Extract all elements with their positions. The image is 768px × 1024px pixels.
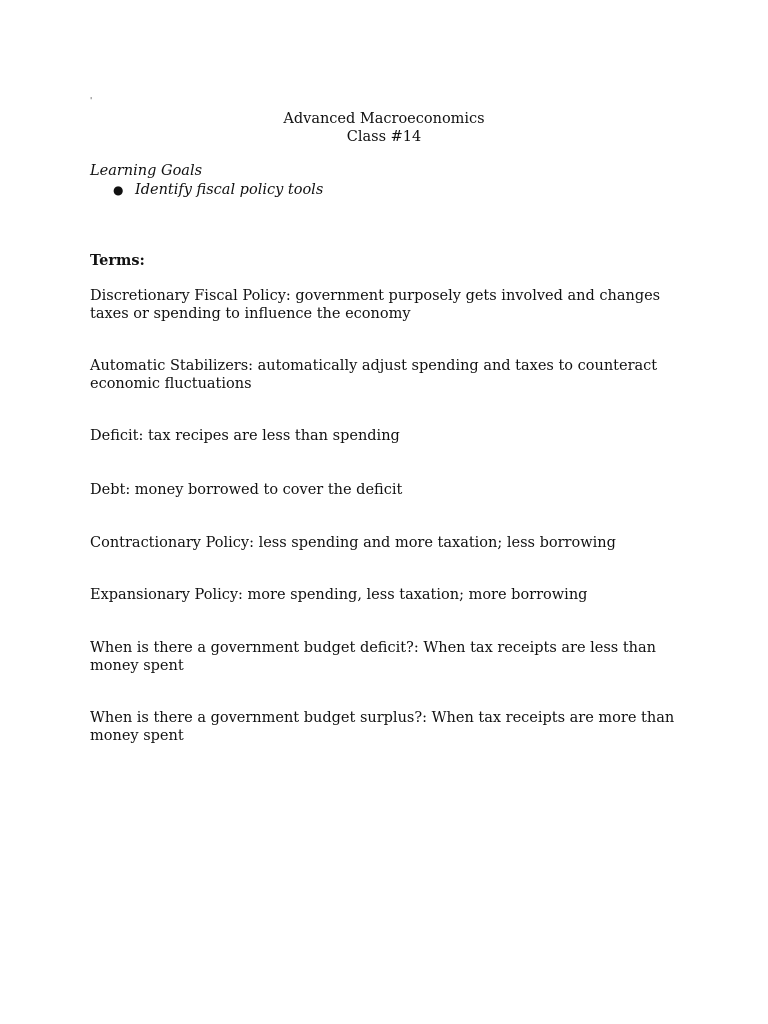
stray-mark: '	[90, 96, 93, 105]
term-contractionary-policy: Contractionary Policy: less spending and more taxation; less borrowing	[90, 535, 616, 551]
term-deficit: Deficit: tax recipes are less than spending	[90, 428, 400, 444]
learning-goal-text: Identify fiscal policy tools	[135, 182, 324, 198]
term-budget-deficit-question: When is there a government budget deficit?: When tax receipts are less than money spent	[90, 640, 656, 674]
document-title: Advanced Macroeconomics	[283, 111, 485, 127]
term-expansionary-policy: Expansionary Policy: more spending, less taxation; more borrowing	[90, 587, 588, 603]
document-subtitle: Class #14	[346, 129, 422, 145]
terms-heading: Terms:	[90, 252, 145, 269]
learning-goals-heading: Learning Goals	[90, 163, 203, 179]
term-debt: Debt: money borrowed to cover the deficit	[90, 482, 403, 498]
title-block	[0, 110, 768, 146]
learning-goals	[90, 162, 690, 199]
learning-goal-item	[113, 181, 690, 199]
term-automatic-stabilizers: Automatic Stabilizers: automatically adjust spending and taxes to counteract economic fluctuations	[90, 358, 658, 392]
term-budget-surplus-question: When is there a government budget surplus?: When tax receipts are more than money spent	[90, 710, 675, 744]
bullet-icon: ●	[113, 183, 124, 197]
term-discretionary-fiscal-policy: Discretionary Fiscal Policy: government purposely gets involved and changes taxes or spending to influence the economy	[90, 288, 661, 322]
